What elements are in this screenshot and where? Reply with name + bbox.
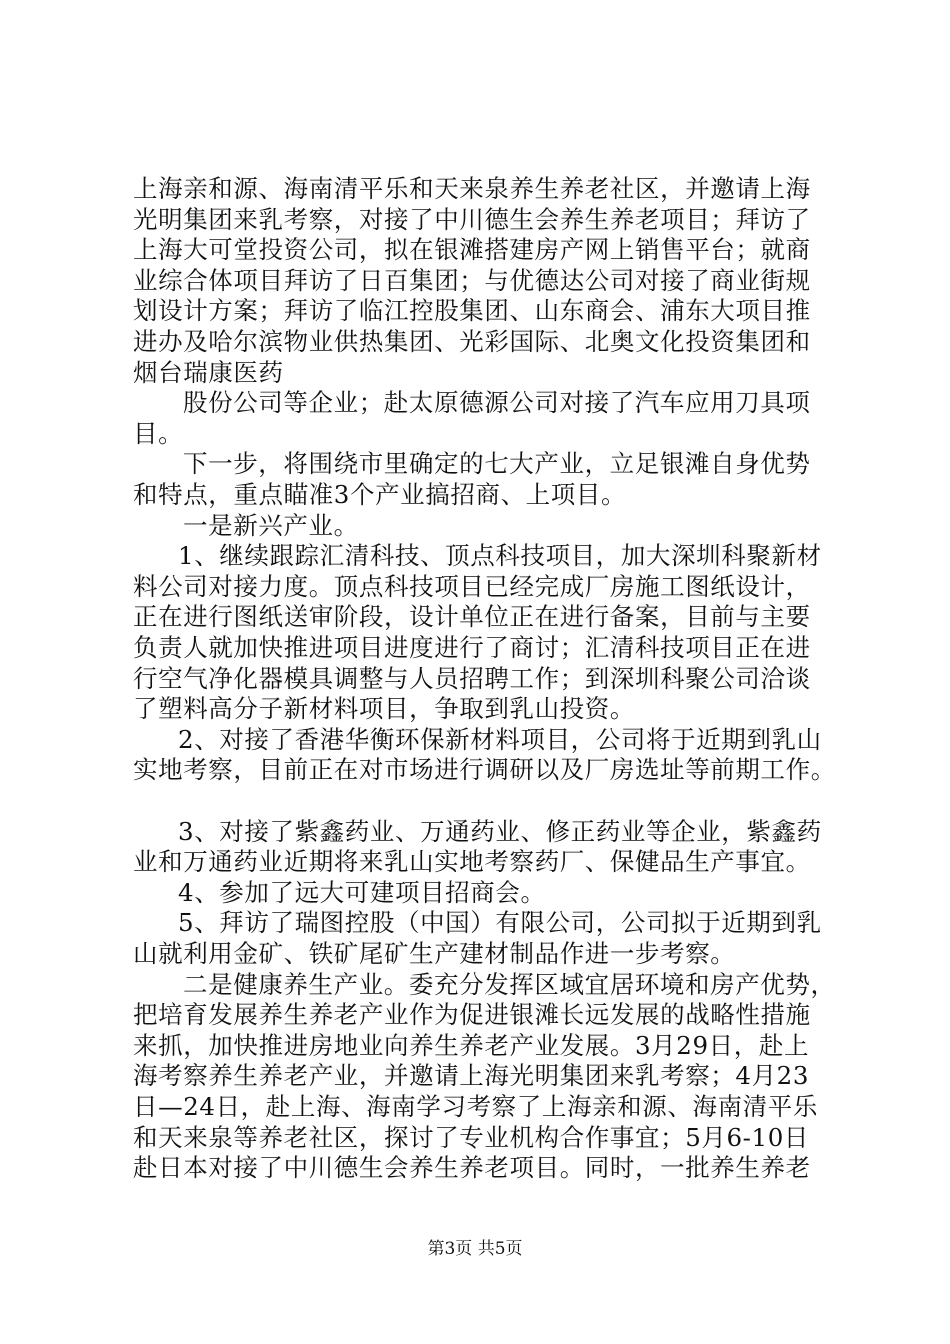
body-line: 下一步，将围绕市里确定的七大产业，立足银滩自身优势 <box>183 449 811 478</box>
body-line: 日—24日，赴上海、海南学习考察了上海亲和源、海南清平乐 <box>133 1092 818 1121</box>
body-line: 股份公司等企业；赴太原德源公司对接了汽车应用刀具项 <box>183 388 811 417</box>
body-line: 正在进行图纸送审阶段，设计单位正在进行备案，目前与主要 <box>133 602 811 631</box>
body-line: 上海大可堂投资公司，拟在银滩搭建房产网上销售平台；就商 <box>133 235 811 264</box>
body-line: 4、参加了远大可建项目招商会。 <box>178 878 546 907</box>
page-number: 第3页 共5页 <box>427 1239 523 1259</box>
body-line: 了塑料高分子新材料项目，争取到乳山投资。 <box>133 694 635 723</box>
body-line: 目。 <box>133 419 184 448</box>
body-line: 把培育发展养生养老产业作为促进银滩长远发展的战略性措施 <box>133 1000 811 1029</box>
body-line: 烟台瑞康医药 <box>133 358 284 387</box>
body-line: 料公司对接力度。顶点科技项目已经完成厂房施工图纸设计， <box>133 572 811 601</box>
body-line: 和天来泉等养老社区，探讨了专业机构合作事宜；5月6-10日 <box>133 1123 810 1152</box>
body-line: 光明集团来乳考察，对接了中川德生会养生养老项目；拜访了 <box>133 205 811 234</box>
body-line: 行空气净化器模具调整与人员招聘工作；到深圳科聚公司洽谈 <box>133 664 811 693</box>
body-line: 2、对接了香港华衡环保新材料项目，公司将于近期到乳山 <box>178 725 822 754</box>
body-line: 海考察养生养老产业，并邀请上海光明集团来乳考察；4月23 <box>133 1061 810 1090</box>
body-line: 划设计方案；拜访了临江控股集团、山东商会、浦东大项目推 <box>133 296 811 325</box>
body-line: 赴日本对接了中川德生会养生养老项目。同时，一批养生养老 <box>133 1153 811 1182</box>
body-line: 1、继续跟踪汇清科技、顶点科技项目，加大深圳科聚新材 <box>178 541 822 570</box>
body-line: 实地考察，目前正在对市场进行调研以及厂房选址等前期工作。 <box>133 755 836 784</box>
body-line: 来抓，加快推进房地业向养生养老产业发展。3月29日，赴上 <box>133 1031 810 1060</box>
body-line: 进办及哈尔滨物业供热集团、光彩国际、北奥文化投资集团和 <box>133 327 811 356</box>
body-line: 业综合体项目拜访了日百集团；与优德达公司对接了商业街规 <box>133 266 811 295</box>
body-line: 5、拜访了瑞图控股（中国）有限公司，公司拟于近期到乳 <box>178 908 822 937</box>
body-line: 业和万通药业近期将来乳山实地考察药厂、保健品生产事宜。 <box>133 847 811 876</box>
body-line: 和特点，重点瞄准3个产业搞招商、上项目。 <box>133 480 627 509</box>
body-line: 山就利用金矿、铁矿尾矿生产建材制品作进一步考察。 <box>133 939 736 968</box>
section-heading: 一是新兴产业。 <box>183 511 359 540</box>
body-line: 3、对接了紫鑫药业、万通药业、修正药业等企业，紫鑫药 <box>178 817 822 846</box>
body-line: 上海亲和源、海南清平乐和天来泉养生养老社区，并邀请上海 <box>133 174 811 203</box>
body-line: 负责人就加快推进项目进度进行了商讨；汇清科技项目正在进 <box>133 633 811 662</box>
section-heading: 二是健康养生产业。委充分发挥区域宜居环境和房产优势， <box>183 970 836 999</box>
